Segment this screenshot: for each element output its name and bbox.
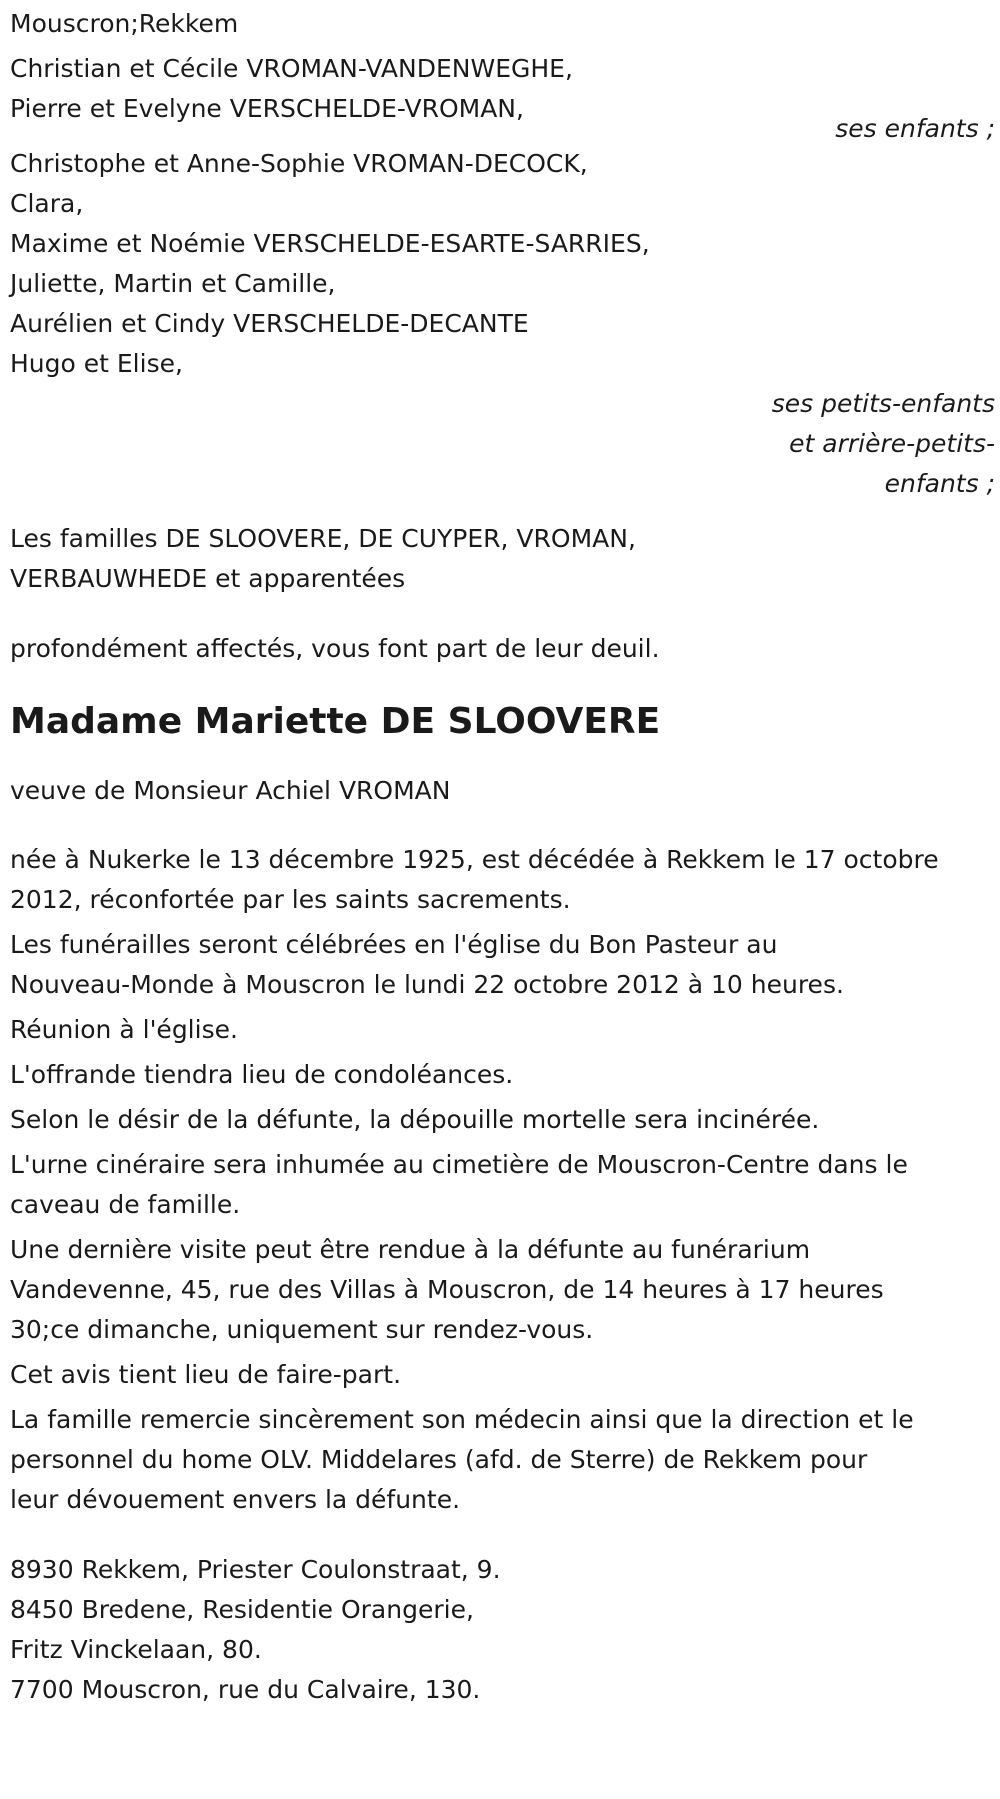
children-line: Pierre et Evelyne VERSCHELDE-VROMAN, xyxy=(10,94,524,123)
announcement-text: profondément affectés, vous font part de leur deuil. xyxy=(10,634,660,663)
grandchildren-block xyxy=(10,144,1000,504)
detail-paragraph xyxy=(10,840,1000,920)
detail-line: Une dernière visite peut être rendue à la défunte au funérarium xyxy=(10,1235,811,1264)
children-role: ses enfants ; xyxy=(835,114,995,143)
deceased-name: Madame Mariette DE SLOOVERE xyxy=(10,701,661,742)
detail-line: L'urne cinéraire sera inhumée au cimetière de Mouscron-Centre dans le xyxy=(10,1150,908,1179)
children-block xyxy=(10,49,1000,149)
address-line: 7700 Mouscron, rue du Calvaire, 130. xyxy=(10,1675,481,1704)
detail-line: Selon le désir de la défunte, la dépouille mortelle sera incinérée. xyxy=(10,1105,820,1134)
address-line: 8930 Rekkem, Priester Coulonstraat, 9. xyxy=(10,1555,501,1584)
families-line: Les familles DE SLOOVERE, DE CUYPER, VROMAN, xyxy=(10,524,636,553)
grandchildren-line: Aurélien et Cindy VERSCHELDE-DECANTE xyxy=(10,309,529,338)
detail-line: La famille remercie sincèrement son médecin ainsi que la direction et le xyxy=(10,1405,914,1434)
detail-paragraph xyxy=(10,1400,1000,1520)
detail-line: personnel du home OLV. Middelares (afd. de Sterre) de Rekkem pour xyxy=(10,1445,868,1474)
children-line: Christian et Cécile VROMAN-VANDENWEGHE, xyxy=(10,54,573,83)
widow-of-text: veuve de Monsieur Achiel VROMAN xyxy=(10,776,451,805)
detail-paragraph xyxy=(10,1100,1000,1140)
families-line: VERBAUWHEDE et apparentées xyxy=(10,564,406,593)
detail-line: née à Nukerke le 13 décembre 1925, est décédée à Rekkem le 17 octobre xyxy=(10,845,939,874)
grandchildren-line: Maxime et Noémie VERSCHELDE-ESARTE-SARRIES, xyxy=(10,229,650,258)
detail-line: Nouveau-Monde à Mouscron le lundi 22 octobre 2012 à 10 heures. xyxy=(10,970,844,999)
detail-line: Vandevenne, 45, rue des Villas à Mouscron, de 14 heures à 17 heures xyxy=(10,1275,884,1304)
detail-paragraph xyxy=(10,1230,1000,1350)
address-line: Fritz Vinckelaan, 80. xyxy=(10,1635,262,1664)
grandchildren-line: Clara, xyxy=(10,189,84,218)
grandchildren-line: Christophe et Anne-Sophie VROMAN-DECOCK, xyxy=(10,149,588,178)
detail-paragraph xyxy=(10,1355,1000,1395)
grandchildren-line: Hugo et Elise, xyxy=(10,349,183,378)
details-block xyxy=(10,840,1000,1520)
grandchildren-line: Juliette, Martin et Camille, xyxy=(10,269,336,298)
grandchildren-role: enfants ; xyxy=(884,469,995,498)
address-line: 8450 Bredene, Residentie Orangerie, xyxy=(10,1595,474,1624)
grandchildren-role: ses petits-enfants xyxy=(771,389,995,418)
detail-line: caveau de famille. xyxy=(10,1190,241,1219)
detail-paragraph xyxy=(10,925,1000,1005)
detail-line: 30;ce dimanche, uniquement sur rendez-vous. xyxy=(10,1315,594,1344)
detail-line: Les funérailles seront célébrées en l'église du Bon Pasteur au xyxy=(10,930,778,959)
detail-line: L'offrande tiendra lieu de condoléances. xyxy=(10,1060,514,1089)
families-block xyxy=(10,519,1000,599)
location-header: Mouscron;Rekkem xyxy=(10,9,239,38)
detail-paragraph xyxy=(10,1055,1000,1095)
addresses-block xyxy=(10,1550,1000,1710)
detail-paragraph xyxy=(10,1145,1000,1225)
detail-line: 2012, réconfortée par les saints sacrements. xyxy=(10,885,571,914)
detail-line: Réunion à l'église. xyxy=(10,1015,238,1044)
detail-line: Cet avis tient lieu de faire-part. xyxy=(10,1360,402,1389)
detail-line: leur dévouement envers la défunte. xyxy=(10,1485,461,1514)
grandchildren-role: et arrière-petits- xyxy=(789,429,995,458)
detail-paragraph xyxy=(10,1010,1000,1050)
